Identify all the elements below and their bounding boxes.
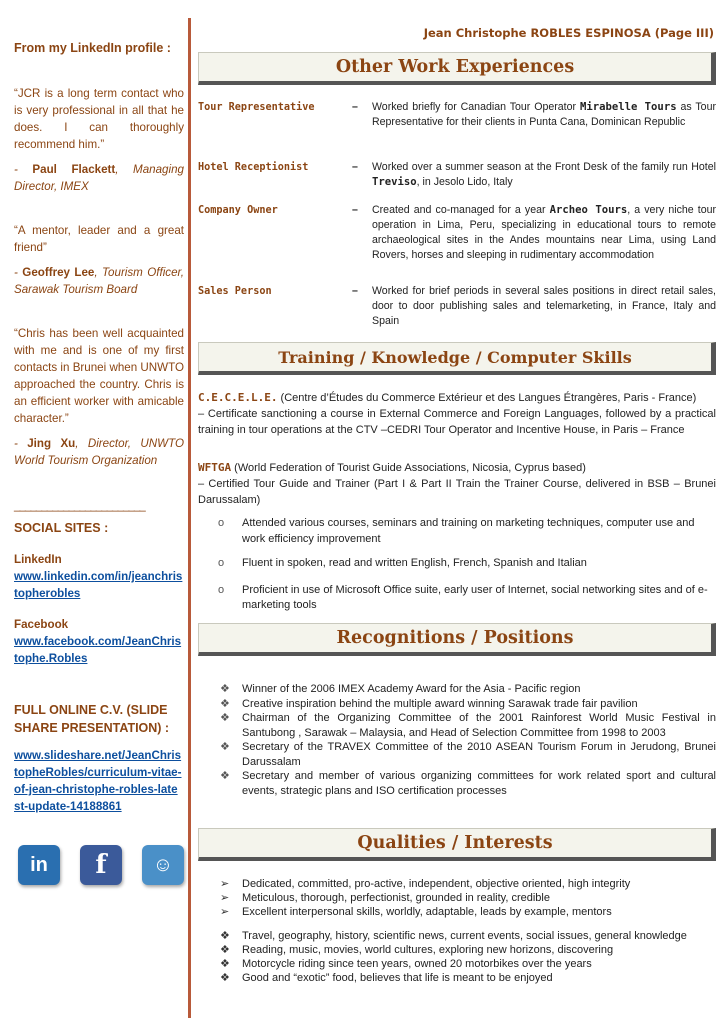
list-item bbox=[218, 516, 716, 547]
training-org: (Centre d’Études du Commerce Extérieur et des Langues Étrangères, Paris - France) bbox=[277, 392, 697, 404]
list-item bbox=[220, 711, 716, 740]
section-banner-recognitions: Recognitions / Positions bbox=[198, 623, 716, 656]
company-name: Archeo Tours bbox=[549, 204, 628, 216]
social-icons bbox=[18, 845, 184, 885]
work-role: Company Owner bbox=[198, 205, 278, 216]
work-role: Sales Person bbox=[198, 286, 272, 297]
slideshare-link[interactable]: www.slideshare.net/JeanChristopheRobles/curriculum-vitae-of-jean-christophe-robles-latest-update-14188861 bbox=[14, 749, 182, 813]
recognition-text: Winner of the 2006 IMEX Academy Award for the Asia - Pacific region bbox=[242, 683, 581, 695]
author-name: Geoffrey Lee bbox=[22, 266, 95, 279]
training-item bbox=[198, 390, 716, 438]
diamond-bullet-icon: ❖ bbox=[220, 697, 230, 710]
training-name: WFTGA bbox=[198, 461, 232, 474]
column-divider bbox=[188, 18, 191, 1018]
training-description: – Certificate sanctioning a course in External Commerce and Foreign Languages, followed by a practical training in tour operations at the CTV –CEDRI Tour Operator and Incentive House, in Paris – France bbox=[198, 408, 716, 436]
work-description bbox=[358, 160, 716, 190]
desc-text: Worked for brief periods in several sales positions in direct retail sales, door to door publishing sales and telemarketing, in France, Italy and Spain bbox=[372, 285, 716, 327]
testimonial-quote: “A mentor, leader and a great friend” bbox=[14, 224, 184, 254]
arrow-bullet-icon: ➢ bbox=[220, 878, 230, 890]
training-item bbox=[198, 460, 716, 508]
work-item bbox=[198, 160, 716, 190]
interests-list bbox=[220, 929, 716, 985]
skill-text: Attended various courses, seminars and training on marketing techniques, computer use and work efficiency improvement bbox=[242, 517, 695, 545]
skill-text: Fluent in spoken, read and written English, French, Spanish and Italian bbox=[242, 557, 587, 569]
cv-heading: FULL ONLINE C.V. (SLIDE SHARE PRESENTATION) : bbox=[14, 703, 170, 735]
list-item bbox=[220, 929, 716, 943]
diamond-bullet-icon: ❖ bbox=[220, 958, 230, 970]
list-item bbox=[220, 682, 716, 697]
work-description bbox=[358, 203, 716, 263]
work-item bbox=[198, 100, 716, 130]
diamond-bullet-icon: ❖ bbox=[220, 944, 230, 956]
work-role: Hotel Receptionist bbox=[198, 162, 309, 173]
social-heading: SOCIAL SITES : bbox=[14, 521, 109, 535]
diamond-bullet-icon: ❖ bbox=[220, 712, 230, 724]
testimonial-quote: “Chris has been well acquainted with me and is one of my first contacts in Brunei when UNWTO approached the country. Chris is an efficient worker with amicable character.” bbox=[14, 327, 184, 425]
desc-text: , in Jesolo Lido, Italy bbox=[416, 176, 513, 188]
desc-text: , a very niche tour operation in Lima, Peru, specializing in educational tours to remote archaeological sites in the Andes mountains near Lima, using Land Rovers, horses and sleeping in rudimentary accommodation bbox=[372, 204, 717, 261]
testimonial-author bbox=[14, 264, 184, 298]
linkedin-icon[interactable]: in bbox=[18, 845, 60, 885]
recognition-text: Creative inspiration behind the multiple award winning Sarawak trade fair pavilion bbox=[242, 697, 638, 710]
testimonial-author bbox=[14, 161, 184, 195]
arrow-bullet-icon: ➢ bbox=[220, 906, 230, 918]
author-prefix: - bbox=[14, 163, 33, 176]
list-item bbox=[220, 891, 716, 905]
skill-text: Proficient in use of Microsoft Office suite, early user of Internet, social networking sites and of e-marketing tools bbox=[242, 583, 708, 611]
author-name: Jing Xu bbox=[27, 437, 76, 450]
work-item bbox=[198, 203, 716, 263]
list-item bbox=[220, 740, 716, 769]
diamond-bullet-icon: ❖ bbox=[220, 930, 230, 942]
author-role: , Managing Director, IMEX bbox=[14, 163, 184, 193]
work-item bbox=[198, 284, 716, 329]
work-role: Tour Representative bbox=[198, 102, 315, 113]
training-name: C.E.C.E.L.E. bbox=[198, 391, 278, 404]
author-prefix: - bbox=[14, 266, 23, 279]
quality-text: Meticulous, thorough, perfectionist, grounded in reality, credible bbox=[242, 892, 550, 904]
slideshare-icon[interactable]: ☺ bbox=[142, 845, 184, 885]
qualities-list bbox=[220, 877, 716, 919]
interest-text: Motorcycle riding since teen years, owned 20 motorbikes over the years bbox=[242, 958, 592, 970]
training-description: – Certified Tour Guide and Trainer (Part I & Part II Train the Trainer Course, delivered in BSB – Brunei Darussalam) bbox=[198, 478, 716, 506]
desc-text: Created and co-managed for a year bbox=[372, 204, 550, 216]
list-item bbox=[220, 697, 716, 712]
author-role: , Tourism Officer, Sarawak Tourism Board bbox=[14, 266, 184, 296]
company-name: Mirabelle Tours bbox=[579, 101, 677, 113]
section-banner-qualities: Qualities / Interests bbox=[198, 828, 716, 861]
work-description bbox=[358, 284, 716, 329]
recognitions-list bbox=[220, 682, 716, 798]
sidebar bbox=[14, 40, 184, 885]
facebook-link[interactable]: www.facebook.com/JeanChristophe.Robles bbox=[14, 635, 182, 665]
list-item bbox=[220, 905, 716, 919]
list-item bbox=[220, 957, 716, 971]
recognition-text: Chairman of the Organizing Committee of the 2001 Rainforest World Music Festival in Santubong , Sarawak – Malaysia, and Head of Selection Committee from 1998 to 2003 bbox=[242, 712, 716, 739]
diamond-bullet-icon: ❖ bbox=[220, 770, 230, 782]
quality-text: Excellent interpersonal skills, worldly, adaptable, leads by example, mentors bbox=[242, 906, 612, 918]
recognition-text: Secretary and member of various organizing committees for work related sport and cultural events, strategic plans and ISO certification processes bbox=[242, 770, 716, 797]
recognition-text: Secretary of the TRAVEX Committee of the 2010 ASEAN Tourism Forum in Jerudong, Brunei Darussalam bbox=[242, 741, 716, 768]
author-prefix: - bbox=[14, 437, 28, 450]
author-role: , Director, UNWTO World Tourism Organization bbox=[14, 437, 184, 467]
skills-list bbox=[218, 516, 716, 623]
circle-bullet-icon: o bbox=[218, 517, 225, 529]
circle-bullet-icon: o bbox=[218, 583, 225, 596]
list-item bbox=[220, 943, 716, 957]
testimonial-author bbox=[14, 435, 184, 469]
linkedin-link[interactable]: www.linkedin.com/in/jeanchristopherobles bbox=[14, 570, 183, 600]
interest-text: Reading, music, movies, world cultures, exploring new horizons, discovering bbox=[242, 944, 614, 956]
interest-text: Good and “exotic” food, believes that life is meant to be enjoyed bbox=[242, 972, 553, 984]
page-title: Jean Christophe ROBLES ESPINOSA (Page III) bbox=[423, 26, 714, 40]
list-item bbox=[220, 971, 716, 985]
diamond-bullet-icon: ❖ bbox=[220, 972, 230, 984]
interest-text: Travel, geography, history, scientific news, current events, social issues, general knowledge bbox=[242, 930, 687, 942]
facebook-label: Facebook bbox=[14, 618, 69, 631]
diamond-bullet-icon: ❖ bbox=[220, 683, 230, 695]
list-item bbox=[218, 556, 716, 572]
author-name: Paul Flackett bbox=[32, 163, 116, 176]
facebook-icon[interactable]: f bbox=[80, 845, 122, 885]
list-item bbox=[220, 769, 716, 798]
circle-bullet-icon: o bbox=[218, 557, 225, 569]
company-name: Treviso bbox=[372, 176, 417, 188]
desc-text: Worked briefly for Canadian Tour Operator bbox=[372, 101, 580, 113]
testimonial-quote: “JCR is a long term contact who is very professional in all that he does. I can thoroughly recommend him.” bbox=[14, 87, 184, 151]
desc-text: Worked over a summer season at the Front Desk of the family run Hotel bbox=[372, 161, 716, 173]
quality-text: Dedicated, committed, pro-active, independent, objective oriented, high integrity bbox=[242, 878, 631, 890]
sidebar-heading: From my LinkedIn profile : bbox=[14, 41, 171, 55]
section-banner-training: Training / Knowledge / Computer Skills bbox=[198, 342, 716, 375]
desc-text: as Tour Representative for their clients in Punta Cana, Dominican Republic bbox=[372, 101, 716, 128]
list-item bbox=[220, 877, 716, 891]
section-banner-work: Other Work Experiences bbox=[198, 52, 716, 85]
list-item bbox=[218, 583, 716, 614]
work-description bbox=[358, 100, 716, 130]
arrow-bullet-icon: ➢ bbox=[220, 892, 230, 904]
divider: ________________________ bbox=[14, 499, 145, 512]
linkedin-label: LinkedIn bbox=[14, 553, 62, 566]
diamond-bullet-icon: ❖ bbox=[220, 741, 230, 753]
training-org: (World Federation of Tourist Guide Associations, Nicosia, Cyprus based) bbox=[231, 462, 586, 474]
